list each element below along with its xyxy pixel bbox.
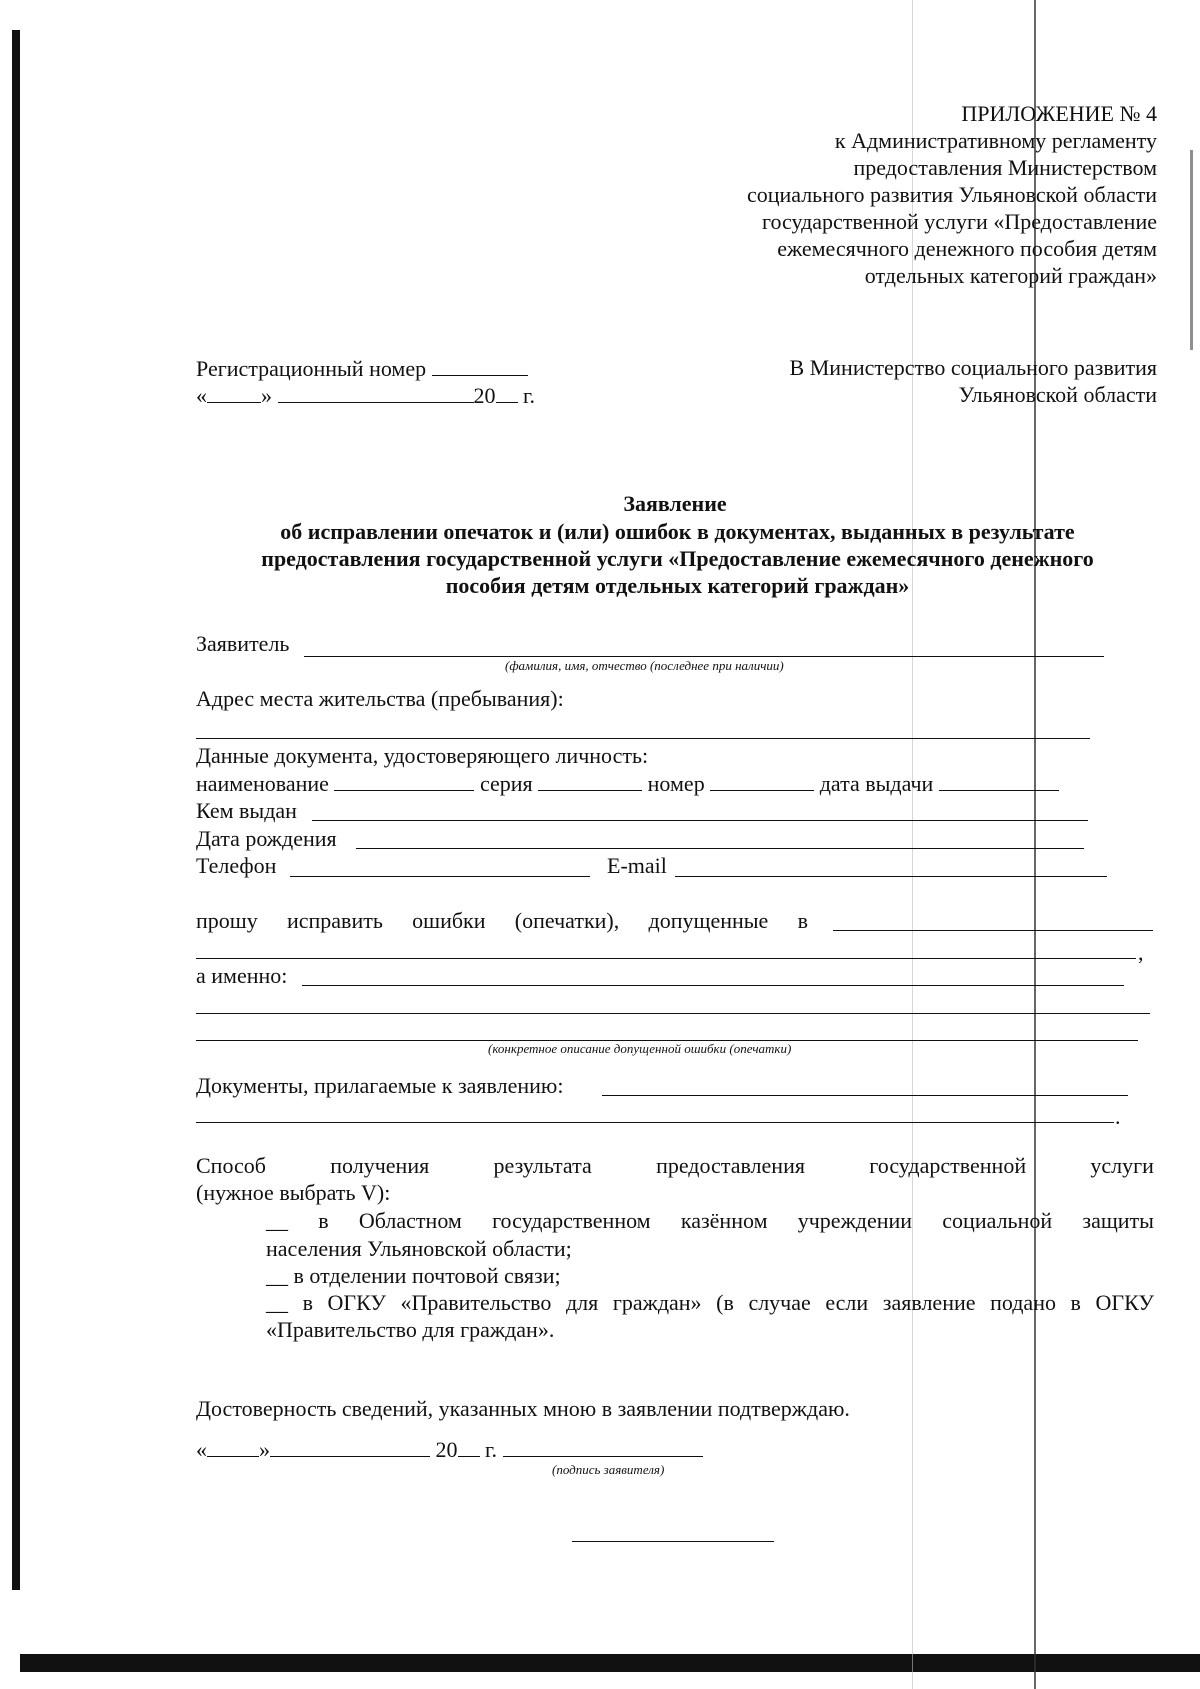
confirmation-date (196, 1438, 703, 1461)
option-word: подано (990, 1290, 1056, 1315)
registration-number-field[interactable] (432, 357, 528, 376)
registration-date (196, 384, 535, 407)
appendix-line: отдельных категорий граждан» (864, 263, 1157, 288)
request-word: исправить (286, 908, 383, 933)
quote-close: » (259, 1437, 270, 1462)
option-word: ОГКУ (1095, 1290, 1154, 1315)
document-subtitle: об исправлении опечаток и (или) ошибок в документах, выданных в результате (280, 519, 1075, 544)
quote-open: « (196, 1437, 207, 1462)
request-word: (опечатки), (514, 908, 620, 933)
method-option-1[interactable] (266, 1210, 1154, 1232)
confirmation-text: Достоверность сведений, указанных мною в заявлении подтверждаю. (196, 1396, 850, 1421)
id-number-field[interactable] (710, 772, 814, 791)
namely-field-2[interactable] (196, 1013, 1150, 1014)
option-word: (в (716, 1290, 734, 1315)
id-date-label: дата выдачи (819, 771, 934, 796)
issued-by-field[interactable] (312, 820, 1088, 821)
option-checkbox-blank: __ (266, 1208, 288, 1233)
year-prefix: 20 (435, 1437, 458, 1462)
applicant-hint: (фамилия, имя, отчество (последнее при наличии) (505, 658, 784, 673)
address-label: Адрес места жительства (пребывания): (196, 686, 564, 711)
request-line (196, 910, 808, 932)
method-option-1-line-2: населения Ульяновской области; (266, 1236, 572, 1261)
namely-field[interactable] (302, 985, 1124, 986)
option-word: «Правительство (400, 1290, 552, 1315)
id-series-label: серия (479, 771, 533, 796)
birth-date-field[interactable] (356, 848, 1084, 849)
request-document-field-2[interactable] (196, 958, 1136, 959)
option-word: если (825, 1290, 869, 1315)
option-word: Областном (358, 1208, 462, 1233)
registration-number (196, 357, 528, 380)
method-word: услуги (1090, 1153, 1154, 1178)
issued-by-label: Кем выдан (196, 798, 297, 823)
request-word: ошибки (412, 908, 486, 933)
phone-label: Телефон (196, 853, 277, 878)
documents-label: Документы, прилагаемые к заявлению: (196, 1073, 564, 1098)
method-option-3[interactable] (266, 1292, 1154, 1314)
method-option-2[interactable]: __ в отделении почтовой связи; (266, 1263, 561, 1288)
phone-field[interactable] (290, 876, 590, 877)
id-name-field[interactable] (334, 772, 474, 791)
method-line-2: (нужное выбрать V): (196, 1180, 391, 1205)
appendix-line: ежемесячного денежного пособия детям (777, 236, 1157, 261)
quote-close: » (261, 383, 272, 408)
scan-edge-right (1190, 150, 1193, 350)
id-name-label: наименование (196, 771, 329, 796)
option-word: ОГКУ (327, 1290, 386, 1315)
id-series-field[interactable] (538, 772, 642, 791)
option-word: случае (748, 1290, 811, 1315)
document-subtitle: предоставления государственной услуги «Предоставление ежемесячного денежного (261, 546, 1094, 571)
quote-open: « (196, 383, 207, 408)
option-word: в (302, 1290, 313, 1315)
registration-number-label: Регистрационный номер (196, 356, 427, 381)
option-word: казённом (680, 1208, 768, 1233)
option-word: заявление (882, 1290, 976, 1315)
applicant-field[interactable] (304, 656, 1104, 657)
documents-field[interactable] (602, 1095, 1128, 1096)
email-field[interactable] (675, 876, 1107, 877)
addressee-line: Ульяновской области (958, 382, 1157, 407)
signature-hint: (подпись заявителя) (552, 1462, 665, 1477)
registration-month-field[interactable] (278, 384, 474, 403)
email-label: E-mail (607, 853, 667, 878)
id-number-label: номер (647, 771, 705, 796)
year-suffix: г. (485, 1437, 498, 1462)
confirmation-month-field[interactable] (270, 1438, 430, 1457)
scan-edge-left (12, 30, 20, 1590)
signature-field[interactable] (503, 1438, 703, 1457)
namely-hint: (конкретное описание допущенной ошибки (опечатки) (488, 1041, 792, 1056)
method-word: предоставления (656, 1153, 805, 1178)
confirmation-day-field[interactable] (207, 1438, 259, 1457)
option-checkbox-blank: __ (266, 1290, 288, 1315)
namely-label: а именно: (196, 963, 288, 988)
option-word: граждан» (612, 1290, 702, 1315)
option-word: в (1070, 1290, 1081, 1315)
appendix-title: ПРИЛОЖЕНИЕ № 4 (961, 101, 1157, 126)
method-option-3-line-2: «Правительство для граждан». (266, 1317, 555, 1342)
registration-day-field[interactable] (207, 384, 261, 403)
document-subtitle: пособия детям отдельных категорий граждан» (445, 573, 910, 598)
method-word: результата (493, 1153, 592, 1178)
appendix-line: предоставления Министерством (853, 155, 1157, 180)
option-word: учреждении (797, 1208, 913, 1233)
id-doc-row (196, 772, 1059, 795)
method-line (196, 1155, 1154, 1177)
option-word: социальной (942, 1208, 1053, 1233)
birth-date-label: Дата рождения (196, 826, 337, 851)
document-title: Заявление (623, 491, 727, 516)
request-word: в (797, 908, 808, 933)
confirmation-year-field[interactable] (458, 1438, 480, 1457)
address-field[interactable] (196, 738, 1090, 739)
scan-edge-bottom (20, 1654, 1200, 1672)
registration-year-field[interactable] (496, 384, 518, 403)
appendix-line: государственной услуги «Предоставление (761, 209, 1157, 234)
documents-period: . (1115, 1104, 1121, 1129)
option-word: в (318, 1208, 329, 1233)
method-word: государственной (869, 1153, 1027, 1178)
request-document-field[interactable] (833, 930, 1153, 931)
appendix-line: к Административному регламенту (834, 128, 1157, 153)
documents-field-2[interactable] (196, 1122, 1114, 1123)
id-date-field[interactable] (939, 772, 1059, 791)
year-suffix: г. (523, 383, 536, 408)
option-word: государственном (492, 1208, 651, 1233)
request-word: допущенные (648, 908, 769, 933)
method-word: получения (330, 1153, 430, 1178)
option-word: для (565, 1290, 599, 1315)
request-word: прошу (196, 908, 258, 933)
id-doc-label: Данные документа, удостоверяющего личность: (196, 743, 649, 768)
option-word: защиты (1082, 1208, 1154, 1233)
request-comma: , (1138, 940, 1144, 965)
applicant-label: Заявитель (196, 631, 290, 656)
bottom-rule (572, 1541, 774, 1542)
year-prefix: 20 (473, 383, 496, 408)
addressee-line: В Министерство социального развития (789, 355, 1157, 380)
method-word: Способ (196, 1153, 266, 1178)
appendix-line: социального развития Ульяновской области (746, 182, 1157, 207)
